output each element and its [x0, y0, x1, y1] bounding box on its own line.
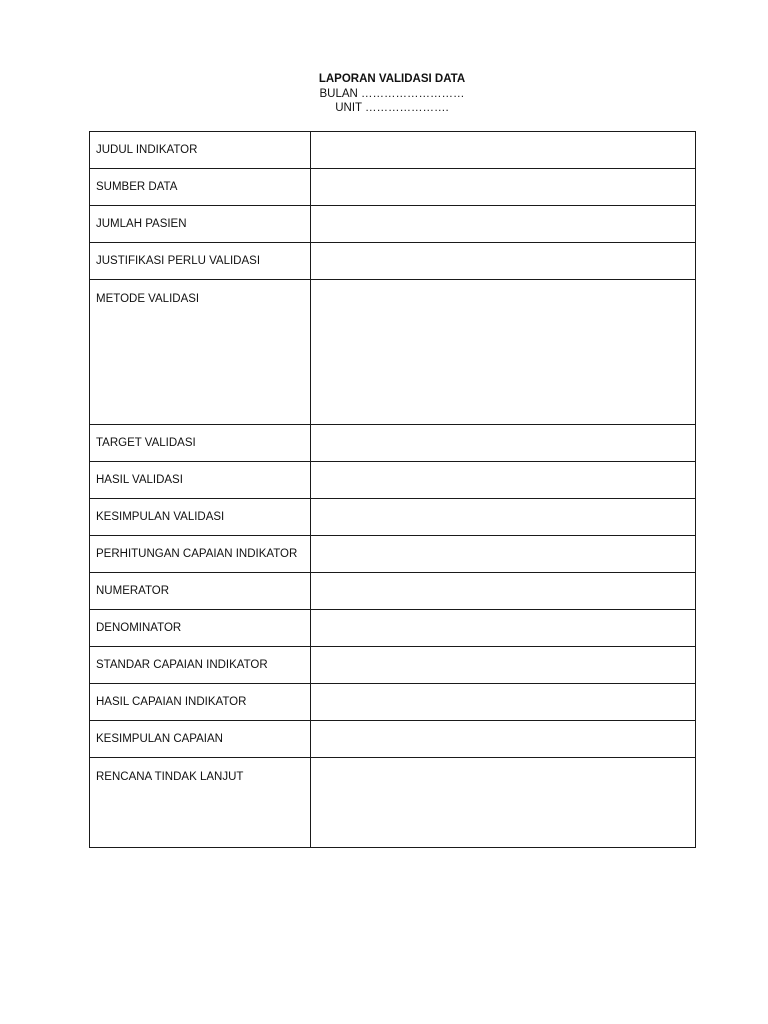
row-value-field[interactable] — [311, 206, 696, 243]
row-value-field[interactable] — [311, 499, 696, 536]
row-value-field[interactable] — [311, 610, 696, 647]
table-row — [90, 721, 696, 758]
table-row — [90, 610, 696, 647]
table-row — [90, 206, 696, 243]
row-value-field[interactable] — [311, 280, 696, 425]
row-label: NUMERATOR — [90, 573, 311, 610]
row-label: PERHITUNGAN CAPAIAN INDIKATOR — [90, 536, 311, 573]
row-label: KESIMPULAN VALIDASI — [90, 499, 311, 536]
row-value-field[interactable] — [311, 425, 696, 462]
row-value-field[interactable] — [311, 462, 696, 499]
table-row — [90, 243, 696, 280]
row-label: JUMLAH PASIEN — [90, 206, 311, 243]
table-row — [90, 425, 696, 462]
row-value-field[interactable] — [311, 721, 696, 758]
table-row — [90, 647, 696, 684]
table-row — [90, 169, 696, 206]
row-label: HASIL VALIDASI — [90, 462, 311, 499]
table-row — [90, 536, 696, 573]
row-label: JUDUL INDIKATOR — [90, 132, 311, 169]
row-label: DENOMINATOR — [90, 610, 311, 647]
row-label: JUSTIFIKASI PERLU VALIDASI — [90, 243, 311, 280]
table-row — [90, 499, 696, 536]
row-label: TARGET VALIDASI — [90, 425, 311, 462]
row-label: RENCANA TINDAK LANJUT — [90, 758, 311, 848]
report-title: LAPORAN VALIDASI DATA — [318, 73, 466, 85]
row-label: SUMBER DATA — [90, 169, 311, 206]
row-value-field[interactable] — [311, 573, 696, 610]
table-row — [90, 573, 696, 610]
row-label: METODE VALIDASI — [90, 280, 311, 425]
row-value-field[interactable] — [311, 132, 696, 169]
table-row — [90, 462, 696, 499]
report-header — [0, 72, 768, 116]
row-value-field[interactable] — [311, 758, 696, 848]
table-row — [90, 132, 696, 169]
row-value-field[interactable] — [311, 243, 696, 280]
table-row — [90, 758, 696, 848]
row-label: KESIMPULAN CAPAIAN — [90, 721, 311, 758]
row-label: STANDAR CAPAIAN INDIKATOR — [90, 647, 311, 684]
table-row — [90, 684, 696, 721]
table-row — [90, 280, 696, 425]
report-month-line: BULAN ……………………… — [319, 87, 465, 100]
row-value-field[interactable] — [311, 647, 696, 684]
row-value-field[interactable] — [311, 169, 696, 206]
row-value-field[interactable] — [311, 536, 696, 573]
validation-form-table — [89, 131, 696, 848]
report-unit-line: UNIT …………………. — [335, 102, 449, 114]
row-label: HASIL CAPAIAN INDIKATOR — [90, 684, 311, 721]
row-value-field[interactable] — [311, 684, 696, 721]
